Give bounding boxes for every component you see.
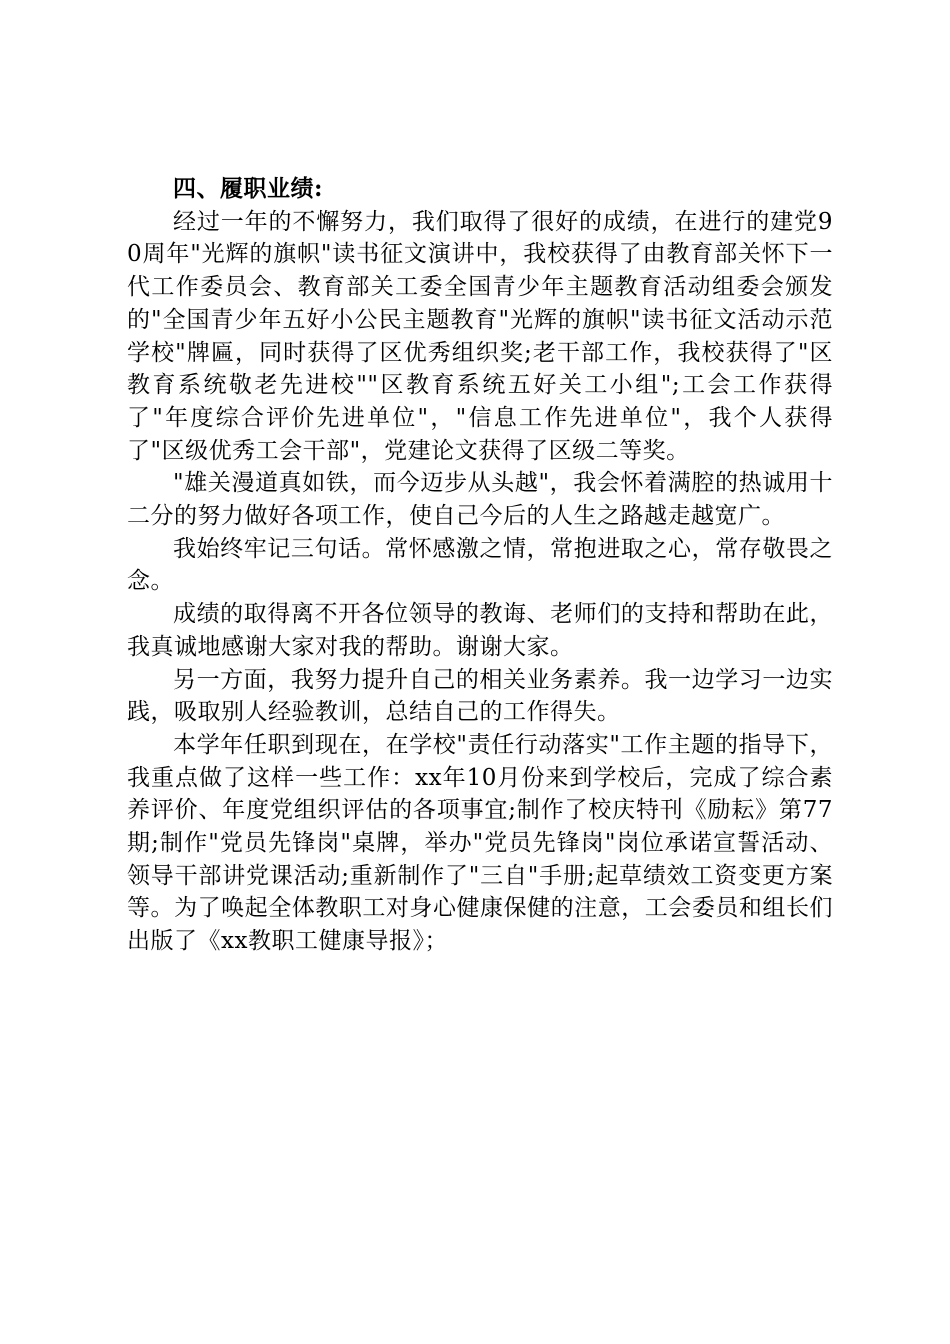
document-page [127,173,833,958]
paragraph-self-improvement: 另一方面，我努力提升自己的相关业务素养。我一边学习一边实践，吸取别人经验教训，总结自己的工作得失。 [127,666,833,726]
paragraph-work-summary: 本学年任职到现在，在学校"责任行动落实"工作主题的指导下，我重点做了这样一些工作：xx年10月份来到学校后，完成了综合素养评价、年度党组织评估的各项事宜;制作了校庆特刊《励耘》第77期;制作"党员先锋岗"桌牌，举办"党员先锋岗"岗位承诺宣誓活动、领导干部讲党课活动;重新制作了"三自"手册;起草绩效工资变更方案等。为了唤起全体教职工对身心健康保健的注意，工会委员和组长们出版了《xx教职工健康导报》； [127,731,834,955]
paragraph-three-sentences: 我始终牢记三句话。常怀感激之情，常抱进取之心，常存敬畏之念。 [127,535,833,595]
paragraph-thanks: 成绩的取得离不开各位领导的教诲、老师们的支持和帮助在此，我真诚地感谢大家对我的帮助。谢谢大家。 [127,601,833,660]
paragraph-quote: "雄关漫道真如铁，而今迈步从头越"，我会怀着满腔的热诚用十二分的努力做好各项工作，使自己今后的人生之路越走越宽广。 [127,470,833,530]
paragraph-achievements: 经过一年的不懈努力，我们取得了很好的成绩，在进行的建党90周年"光辉的旗帜"读书征文演讲中，我校获得了由教育部关怀下一代工作委员会、教育部关工委全国青少年主题教育活动组委会颁发的"全国青少年五好小公民主题教育"光辉的旗帜"读书征文活动示范学校"牌匾，同时获得了区优秀组织奖;老干部工作，我校获得了"区教育系统敬老先进校""区教育系统五好关工小组";工会工作获得了"年度综合评价先进单位"，"信息工作先进单位"，我个人获得了"区级优秀工会干部"，党建论文获得了区级二等奖。 [127,208,833,464]
section-heading: 四、履职业绩: [173,175,323,202]
